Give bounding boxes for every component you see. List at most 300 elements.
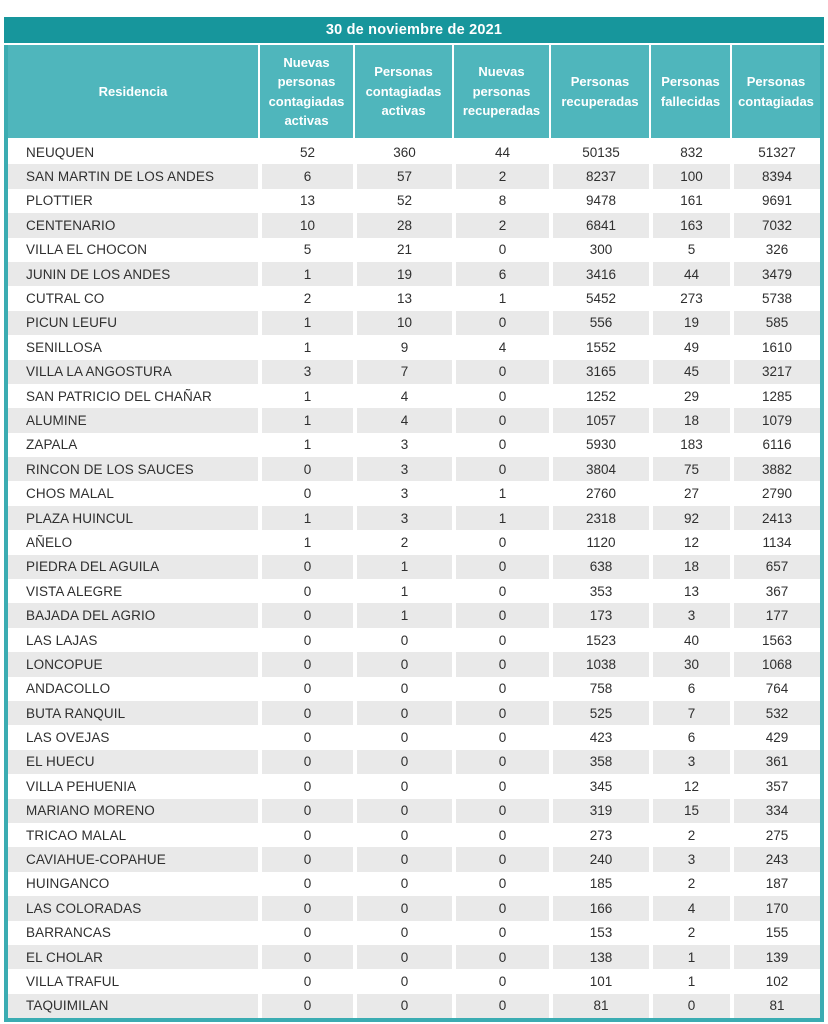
contagiadas-cell: 243: [730, 847, 820, 871]
recuperadas-cell: 5930: [549, 433, 649, 457]
contagiadas-activas-cell: 10: [353, 311, 452, 335]
residencia-cell: PLOTTIER: [26, 193, 93, 209]
table-row: [8, 433, 820, 457]
residencia-cell: CENTENARIO: [8, 213, 258, 237]
contagiadas-activas-cell: 360: [353, 140, 452, 164]
nuevas-recuperadas-cell: 0: [452, 530, 549, 554]
recuperadas-cell: 3165: [549, 360, 649, 384]
nuevas-recuperadas-cell: 0: [452, 701, 549, 725]
nuevas-contagiadas-activas-cell: 0: [258, 969, 353, 993]
table-row: [8, 360, 820, 384]
column-header-nuevas-recuperadas: Nuevas personas recuperadas: [452, 45, 549, 138]
fallecidas-cell: 183: [649, 433, 730, 457]
residencia-cell: CAVIAHUE-COPAHUE: [8, 847, 258, 871]
residencia-cell: VILLA LA ANGOSTURA: [8, 360, 258, 384]
contagiadas-activas-cell: 1: [353, 603, 452, 627]
nuevas-recuperadas-cell: 0: [452, 774, 549, 798]
contagiadas-cell: 7032: [730, 213, 820, 237]
nuevas-recuperadas-cell: 0: [452, 408, 549, 432]
residencia-cell: MARIANO MORENO: [8, 799, 258, 823]
contagiadas-activas-cell: 2: [353, 530, 452, 554]
contagiadas-cell: 187: [730, 872, 820, 896]
recuperadas-cell: 1252: [549, 384, 649, 408]
residencia-cell: ZAPALA: [26, 437, 78, 453]
fallecidas-cell: 92: [649, 506, 730, 530]
recuperadas-cell: 2760: [549, 481, 649, 505]
residencia-cell: SAN PATRICIO DEL CHAÑAR: [26, 388, 212, 404]
column-header-contagiadas-activas: Personas contagiadas activas: [353, 45, 452, 138]
contagiadas-cell: 334: [730, 799, 820, 823]
contagiadas-activas-cell: 4: [353, 408, 452, 432]
table-row: [8, 847, 820, 871]
column-header-contagiadas: Personas contagiadas: [730, 45, 820, 138]
fallecidas-cell: 49: [649, 335, 730, 359]
fallecidas-cell: 4: [649, 896, 730, 920]
contagiadas-cell: 1610: [730, 335, 820, 359]
contagiadas-cell: 155: [730, 921, 820, 945]
contagiadas-cell: 6116: [730, 433, 820, 457]
residencia-cell: NEUQUEN: [26, 144, 95, 160]
fallecidas-cell: 3: [649, 750, 730, 774]
residencia-cell: RINCON DE LOS SAUCES: [8, 457, 258, 481]
nuevas-recuperadas-cell: 0: [452, 823, 549, 847]
fallecidas-cell: 40: [649, 628, 730, 652]
fallecidas-cell: 18: [649, 408, 730, 432]
table-row: [8, 921, 820, 945]
fallecidas-cell: 5: [649, 238, 730, 262]
nuevas-recuperadas-cell: 0: [452, 945, 549, 969]
contagiadas-activas-cell: 0: [353, 847, 452, 871]
table-row: [8, 457, 820, 481]
table-row: [8, 823, 820, 847]
table-row: [8, 311, 820, 335]
nuevas-recuperadas-cell: 0: [452, 579, 549, 603]
nuevas-recuperadas-cell: 1: [452, 481, 549, 505]
residencia-cell: VISTA ALEGRE: [26, 583, 123, 599]
fallecidas-cell: 15: [649, 799, 730, 823]
fallecidas-cell: 1: [649, 945, 730, 969]
recuperadas-cell: 81: [549, 994, 649, 1018]
nuevas-contagiadas-activas-cell: 0: [258, 994, 353, 1018]
residencia-cell: CUTRAL CO: [26, 291, 105, 307]
recuperadas-cell: 153: [549, 921, 649, 945]
contagiadas-activas-cell: 57: [353, 164, 452, 188]
column-header-nuevas-contagiadas-activas: Nuevas personas contagiadas activas: [258, 45, 353, 138]
contagiadas-activas-cell: 9: [353, 335, 452, 359]
recuperadas-cell: 525: [549, 701, 649, 725]
residencia-cell: ANDACOLLO: [26, 681, 111, 697]
nuevas-contagiadas-activas-cell: 0: [258, 652, 353, 676]
fallecidas-cell: 13: [649, 579, 730, 603]
nuevas-recuperadas-cell: 0: [452, 652, 549, 676]
fallecidas-cell: 30: [649, 652, 730, 676]
contagiadas-cell: 1068: [730, 652, 820, 676]
contagiadas-cell: 585: [730, 311, 820, 335]
recuperadas-cell: 3416: [549, 262, 649, 286]
table-row: [8, 238, 820, 262]
nuevas-recuperadas-cell: 0: [452, 384, 549, 408]
fallecidas-cell: 12: [649, 530, 730, 554]
contagiadas-cell: 361: [730, 750, 820, 774]
table-row: [8, 603, 820, 627]
contagiadas-cell: 81: [730, 994, 820, 1018]
contagiadas-activas-cell: 4: [353, 384, 452, 408]
nuevas-contagiadas-activas-cell: 0: [258, 823, 353, 847]
table-row: [8, 774, 820, 798]
nuevas-contagiadas-activas-cell: 0: [258, 481, 353, 505]
recuperadas-cell: 6841: [549, 213, 649, 237]
nuevas-contagiadas-activas-cell: 0: [258, 603, 353, 627]
fallecidas-cell: 45: [649, 360, 730, 384]
nuevas-recuperadas-cell: 0: [452, 677, 549, 701]
fallecidas-cell: 19: [649, 311, 730, 335]
nuevas-contagiadas-activas-cell: 1: [258, 384, 353, 408]
fallecidas-cell: 6: [649, 725, 730, 749]
fallecidas-cell: 27: [649, 481, 730, 505]
nuevas-contagiadas-activas-cell: 0: [258, 555, 353, 579]
nuevas-contagiadas-activas-cell: 5: [258, 238, 353, 262]
residencia-cell: VILLA EL CHOCON: [26, 242, 148, 258]
nuevas-contagiadas-activas-cell: 0: [258, 750, 353, 774]
contagiadas-cell: 326: [730, 238, 820, 262]
residencia-cell: LAS LAJAS: [26, 632, 98, 648]
residencia-cell: CHOS MALAL: [26, 486, 115, 502]
nuevas-recuperadas-cell: 0: [452, 896, 549, 920]
nuevas-contagiadas-activas-cell: 1: [258, 335, 353, 359]
residencia-cell: ALUMINE: [8, 408, 258, 432]
fallecidas-cell: 12: [649, 774, 730, 798]
recuperadas-cell: 638: [549, 555, 649, 579]
recuperadas-cell: 1120: [549, 530, 649, 554]
nuevas-recuperadas-cell: 44: [452, 140, 549, 164]
table-row: [8, 896, 820, 920]
nuevas-recuperadas-cell: 2: [452, 164, 549, 188]
nuevas-contagiadas-activas-cell: 1: [258, 408, 353, 432]
column-header-fallecidas: Personas fallecidas: [649, 45, 730, 138]
covid-table: [4, 17, 824, 1022]
column-header-recuperadas: Personas recuperadas: [549, 45, 649, 138]
contagiadas-activas-cell: 0: [353, 628, 452, 652]
table-row: [8, 872, 820, 896]
fallecidas-cell: 2: [649, 823, 730, 847]
nuevas-contagiadas-activas-cell: 13: [258, 189, 353, 213]
fallecidas-cell: 2: [649, 872, 730, 896]
contagiadas-cell: 1563: [730, 628, 820, 652]
nuevas-recuperadas-cell: 0: [452, 311, 549, 335]
table-row: [8, 481, 820, 505]
contagiadas-cell: 2790: [730, 481, 820, 505]
contagiadas-cell: 3882: [730, 457, 820, 481]
nuevas-contagiadas-activas-cell: 0: [258, 799, 353, 823]
residencia-cell: TAQUIMILAN: [8, 994, 258, 1018]
contagiadas-activas-cell: 0: [353, 774, 452, 798]
fallecidas-cell: 161: [649, 189, 730, 213]
nuevas-contagiadas-activas-cell: 6: [258, 164, 353, 188]
residencia-cell: EL CHOLAR: [8, 945, 258, 969]
recuperadas-cell: 1038: [549, 652, 649, 676]
contagiadas-activas-cell: 0: [353, 652, 452, 676]
nuevas-recuperadas-cell: 0: [452, 799, 549, 823]
contagiadas-activas-cell: 1: [353, 555, 452, 579]
residencia-cell: LAS COLORADAS: [8, 896, 258, 920]
fallecidas-cell: 273: [649, 286, 730, 310]
nuevas-recuperadas-cell: 0: [452, 603, 549, 627]
residencia-cell: JUNIN DE LOS ANDES: [8, 262, 258, 286]
nuevas-contagiadas-activas-cell: 0: [258, 457, 353, 481]
contagiadas-activas-cell: 0: [353, 872, 452, 896]
residencia-cell: AÑELO: [26, 534, 73, 550]
contagiadas-cell: 657: [730, 555, 820, 579]
contagiadas-activas-cell: 0: [353, 799, 452, 823]
recuperadas-cell: 50135: [549, 140, 649, 164]
table-row: [8, 408, 820, 432]
table-row: [8, 213, 820, 237]
residencia-cell: PICUN LEUFU: [8, 311, 258, 335]
residencia-cell: SENILLOSA: [26, 339, 102, 355]
residencia-cell: LAS OVEJAS: [26, 730, 110, 746]
recuperadas-cell: 300: [549, 238, 649, 262]
nuevas-contagiadas-activas-cell: 2: [258, 286, 353, 310]
contagiadas-cell: 275: [730, 823, 820, 847]
residencia-cell: BUTA RANQUIL: [8, 701, 258, 725]
fallecidas-cell: 75: [649, 457, 730, 481]
residencia-cell: HUINGANCO: [26, 876, 110, 892]
table-row: [8, 384, 820, 408]
recuperadas-cell: 1552: [549, 335, 649, 359]
table-row: [8, 579, 820, 603]
contagiadas-cell: 3479: [730, 262, 820, 286]
contagiadas-cell: 2413: [730, 506, 820, 530]
nuevas-contagiadas-activas-cell: 1: [258, 311, 353, 335]
recuperadas-cell: 5452: [549, 286, 649, 310]
table-row: [8, 652, 820, 676]
table-header-row: [8, 45, 820, 140]
fallecidas-cell: 3: [649, 603, 730, 627]
table-body: [8, 140, 820, 1018]
contagiadas-activas-cell: 21: [353, 238, 452, 262]
table-row: [8, 530, 820, 554]
contagiadas-activas-cell: 0: [353, 969, 452, 993]
column-header-residencia: Residencia: [98, 83, 168, 99]
residencia-cell: SAN MARTIN DE LOS ANDES: [8, 164, 258, 188]
contagiadas-cell: 1079: [730, 408, 820, 432]
contagiadas-cell: 1134: [730, 530, 820, 554]
contagiadas-activas-cell: 19: [353, 262, 452, 286]
recuperadas-cell: 138: [549, 945, 649, 969]
contagiadas-cell: 532: [730, 701, 820, 725]
contagiadas-cell: 3217: [730, 360, 820, 384]
nuevas-recuperadas-cell: 0: [452, 872, 549, 896]
table-row: [8, 994, 820, 1018]
nuevas-recuperadas-cell: 0: [452, 994, 549, 1018]
contagiadas-activas-cell: 0: [353, 921, 452, 945]
nuevas-recuperadas-cell: 0: [452, 457, 549, 481]
recuperadas-cell: 2318: [549, 506, 649, 530]
table-row: [8, 969, 820, 993]
fallecidas-cell: 3: [649, 847, 730, 871]
nuevas-recuperadas-cell: 4: [452, 335, 549, 359]
contagiadas-cell: 367: [730, 579, 820, 603]
table-row: [8, 677, 820, 701]
contagiadas-activas-cell: 0: [353, 945, 452, 969]
nuevas-contagiadas-activas-cell: 0: [258, 725, 353, 749]
nuevas-recuperadas-cell: 0: [452, 969, 549, 993]
contagiadas-cell: 1285: [730, 384, 820, 408]
contagiadas-activas-cell: 0: [353, 896, 452, 920]
contagiadas-cell: 177: [730, 603, 820, 627]
nuevas-contagiadas-activas-cell: 0: [258, 579, 353, 603]
residencia-cell: PIEDRA DEL AGUILA: [8, 555, 258, 579]
nuevas-contagiadas-activas-cell: 0: [258, 896, 353, 920]
nuevas-contagiadas-activas-cell: 0: [258, 945, 353, 969]
fallecidas-cell: 832: [649, 140, 730, 164]
contagiadas-activas-cell: 0: [353, 750, 452, 774]
fallecidas-cell: 163: [649, 213, 730, 237]
nuevas-recuperadas-cell: 0: [452, 238, 549, 262]
contagiadas-activas-cell: 0: [353, 823, 452, 847]
nuevas-contagiadas-activas-cell: 0: [258, 628, 353, 652]
recuperadas-cell: 1523: [549, 628, 649, 652]
table-row: [8, 506, 820, 530]
nuevas-recuperadas-cell: 0: [452, 360, 549, 384]
table-row: [8, 725, 820, 749]
nuevas-recuperadas-cell: 0: [452, 921, 549, 945]
recuperadas-cell: 101: [549, 969, 649, 993]
contagiadas-activas-cell: 3: [353, 481, 452, 505]
nuevas-contagiadas-activas-cell: 52: [258, 140, 353, 164]
table-row: [8, 189, 820, 213]
nuevas-contagiadas-activas-cell: 3: [258, 360, 353, 384]
contagiadas-cell: 139: [730, 945, 820, 969]
nuevas-recuperadas-cell: 0: [452, 750, 549, 774]
contagiadas-cell: 5738: [730, 286, 820, 310]
residencia-cell: VILLA PEHUENIA: [26, 778, 137, 794]
contagiadas-cell: 357: [730, 774, 820, 798]
nuevas-recuperadas-cell: 0: [452, 847, 549, 871]
recuperadas-cell: 240: [549, 847, 649, 871]
recuperadas-cell: 353: [549, 579, 649, 603]
table-row: [8, 262, 820, 286]
table-row: [8, 628, 820, 652]
table-row: [8, 164, 820, 188]
contagiadas-activas-cell: 3: [353, 433, 452, 457]
contagiadas-cell: 51327: [730, 140, 820, 164]
fallecidas-cell: 6: [649, 677, 730, 701]
recuperadas-cell: 8237: [549, 164, 649, 188]
recuperadas-cell: 166: [549, 896, 649, 920]
nuevas-contagiadas-activas-cell: 1: [258, 262, 353, 286]
contagiadas-activas-cell: 0: [353, 677, 452, 701]
contagiadas-activas-cell: 13: [353, 286, 452, 310]
nuevas-contagiadas-activas-cell: 0: [258, 774, 353, 798]
residencia-cell: TRICAO MALAL: [26, 827, 127, 843]
contagiadas-cell: 9691: [730, 189, 820, 213]
recuperadas-cell: 758: [549, 677, 649, 701]
nuevas-contagiadas-activas-cell: 1: [258, 506, 353, 530]
contagiadas-cell: 764: [730, 677, 820, 701]
recuperadas-cell: 556: [549, 311, 649, 335]
fallecidas-cell: 44: [649, 262, 730, 286]
nuevas-recuperadas-cell: 0: [452, 628, 549, 652]
fallecidas-cell: 2: [649, 921, 730, 945]
contagiadas-activas-cell: 3: [353, 457, 452, 481]
recuperadas-cell: 185: [549, 872, 649, 896]
recuperadas-cell: 3804: [549, 457, 649, 481]
contagiadas-cell: 102: [730, 969, 820, 993]
residencia-cell: PLAZA HUINCUL: [8, 506, 258, 530]
table-row: [8, 701, 820, 725]
recuperadas-cell: 1057: [549, 408, 649, 432]
residencia-cell: BARRANCAS: [26, 925, 111, 941]
nuevas-contagiadas-activas-cell: 10: [258, 213, 353, 237]
residencia-cell: LONCOPUE: [8, 652, 258, 676]
nuevas-recuperadas-cell: 6: [452, 262, 549, 286]
contagiadas-activas-cell: 52: [353, 189, 452, 213]
nuevas-contagiadas-activas-cell: 0: [258, 847, 353, 871]
fallecidas-cell: 29: [649, 384, 730, 408]
fallecidas-cell: 0: [649, 994, 730, 1018]
recuperadas-cell: 173: [549, 603, 649, 627]
recuperadas-cell: 423: [549, 725, 649, 749]
nuevas-recuperadas-cell: 8: [452, 189, 549, 213]
table-row: [8, 750, 820, 774]
residencia-cell: EL HUECU: [8, 750, 258, 774]
contagiadas-activas-cell: 3: [353, 506, 452, 530]
contagiadas-activas-cell: 0: [353, 701, 452, 725]
contagiadas-activas-cell: 1: [353, 579, 452, 603]
residencia-cell: BAJADA DEL AGRIO: [8, 603, 258, 627]
fallecidas-cell: 7: [649, 701, 730, 725]
nuevas-contagiadas-activas-cell: 0: [258, 921, 353, 945]
nuevas-contagiadas-activas-cell: 0: [258, 872, 353, 896]
contagiadas-cell: 8394: [730, 164, 820, 188]
contagiadas-activas-cell: 0: [353, 725, 452, 749]
recuperadas-cell: 358: [549, 750, 649, 774]
nuevas-contagiadas-activas-cell: 0: [258, 677, 353, 701]
contagiadas-activas-cell: 28: [353, 213, 452, 237]
nuevas-recuperadas-cell: 1: [452, 506, 549, 530]
residencia-cell: VILLA TRAFUL: [26, 973, 120, 989]
recuperadas-cell: 319: [549, 799, 649, 823]
recuperadas-cell: 345: [549, 774, 649, 798]
recuperadas-cell: 9478: [549, 189, 649, 213]
contagiadas-cell: 170: [730, 896, 820, 920]
contagiadas-activas-cell: 7: [353, 360, 452, 384]
nuevas-contagiadas-activas-cell: 1: [258, 433, 353, 457]
recuperadas-cell: 273: [549, 823, 649, 847]
fallecidas-cell: 1: [649, 969, 730, 993]
nuevas-recuperadas-cell: 0: [452, 555, 549, 579]
nuevas-recuperadas-cell: 0: [452, 725, 549, 749]
contagiadas-activas-cell: 0: [353, 994, 452, 1018]
fallecidas-cell: 100: [649, 164, 730, 188]
fallecidas-cell: 18: [649, 555, 730, 579]
nuevas-contagiadas-activas-cell: 0: [258, 701, 353, 725]
nuevas-contagiadas-activas-cell: 1: [258, 530, 353, 554]
table-title-bar: [4, 17, 824, 45]
nuevas-recuperadas-cell: 0: [452, 433, 549, 457]
table-row: [8, 335, 820, 359]
nuevas-recuperadas-cell: 2: [452, 213, 549, 237]
table-row: [8, 555, 820, 579]
contagiadas-cell: 429: [730, 725, 820, 749]
table-row: [8, 286, 820, 310]
table-row: [8, 945, 820, 969]
table-title: 30 de noviembre de 2021: [325, 22, 503, 38]
table-row: [8, 799, 820, 823]
nuevas-recuperadas-cell: 1: [452, 286, 549, 310]
table-row: [8, 140, 820, 164]
